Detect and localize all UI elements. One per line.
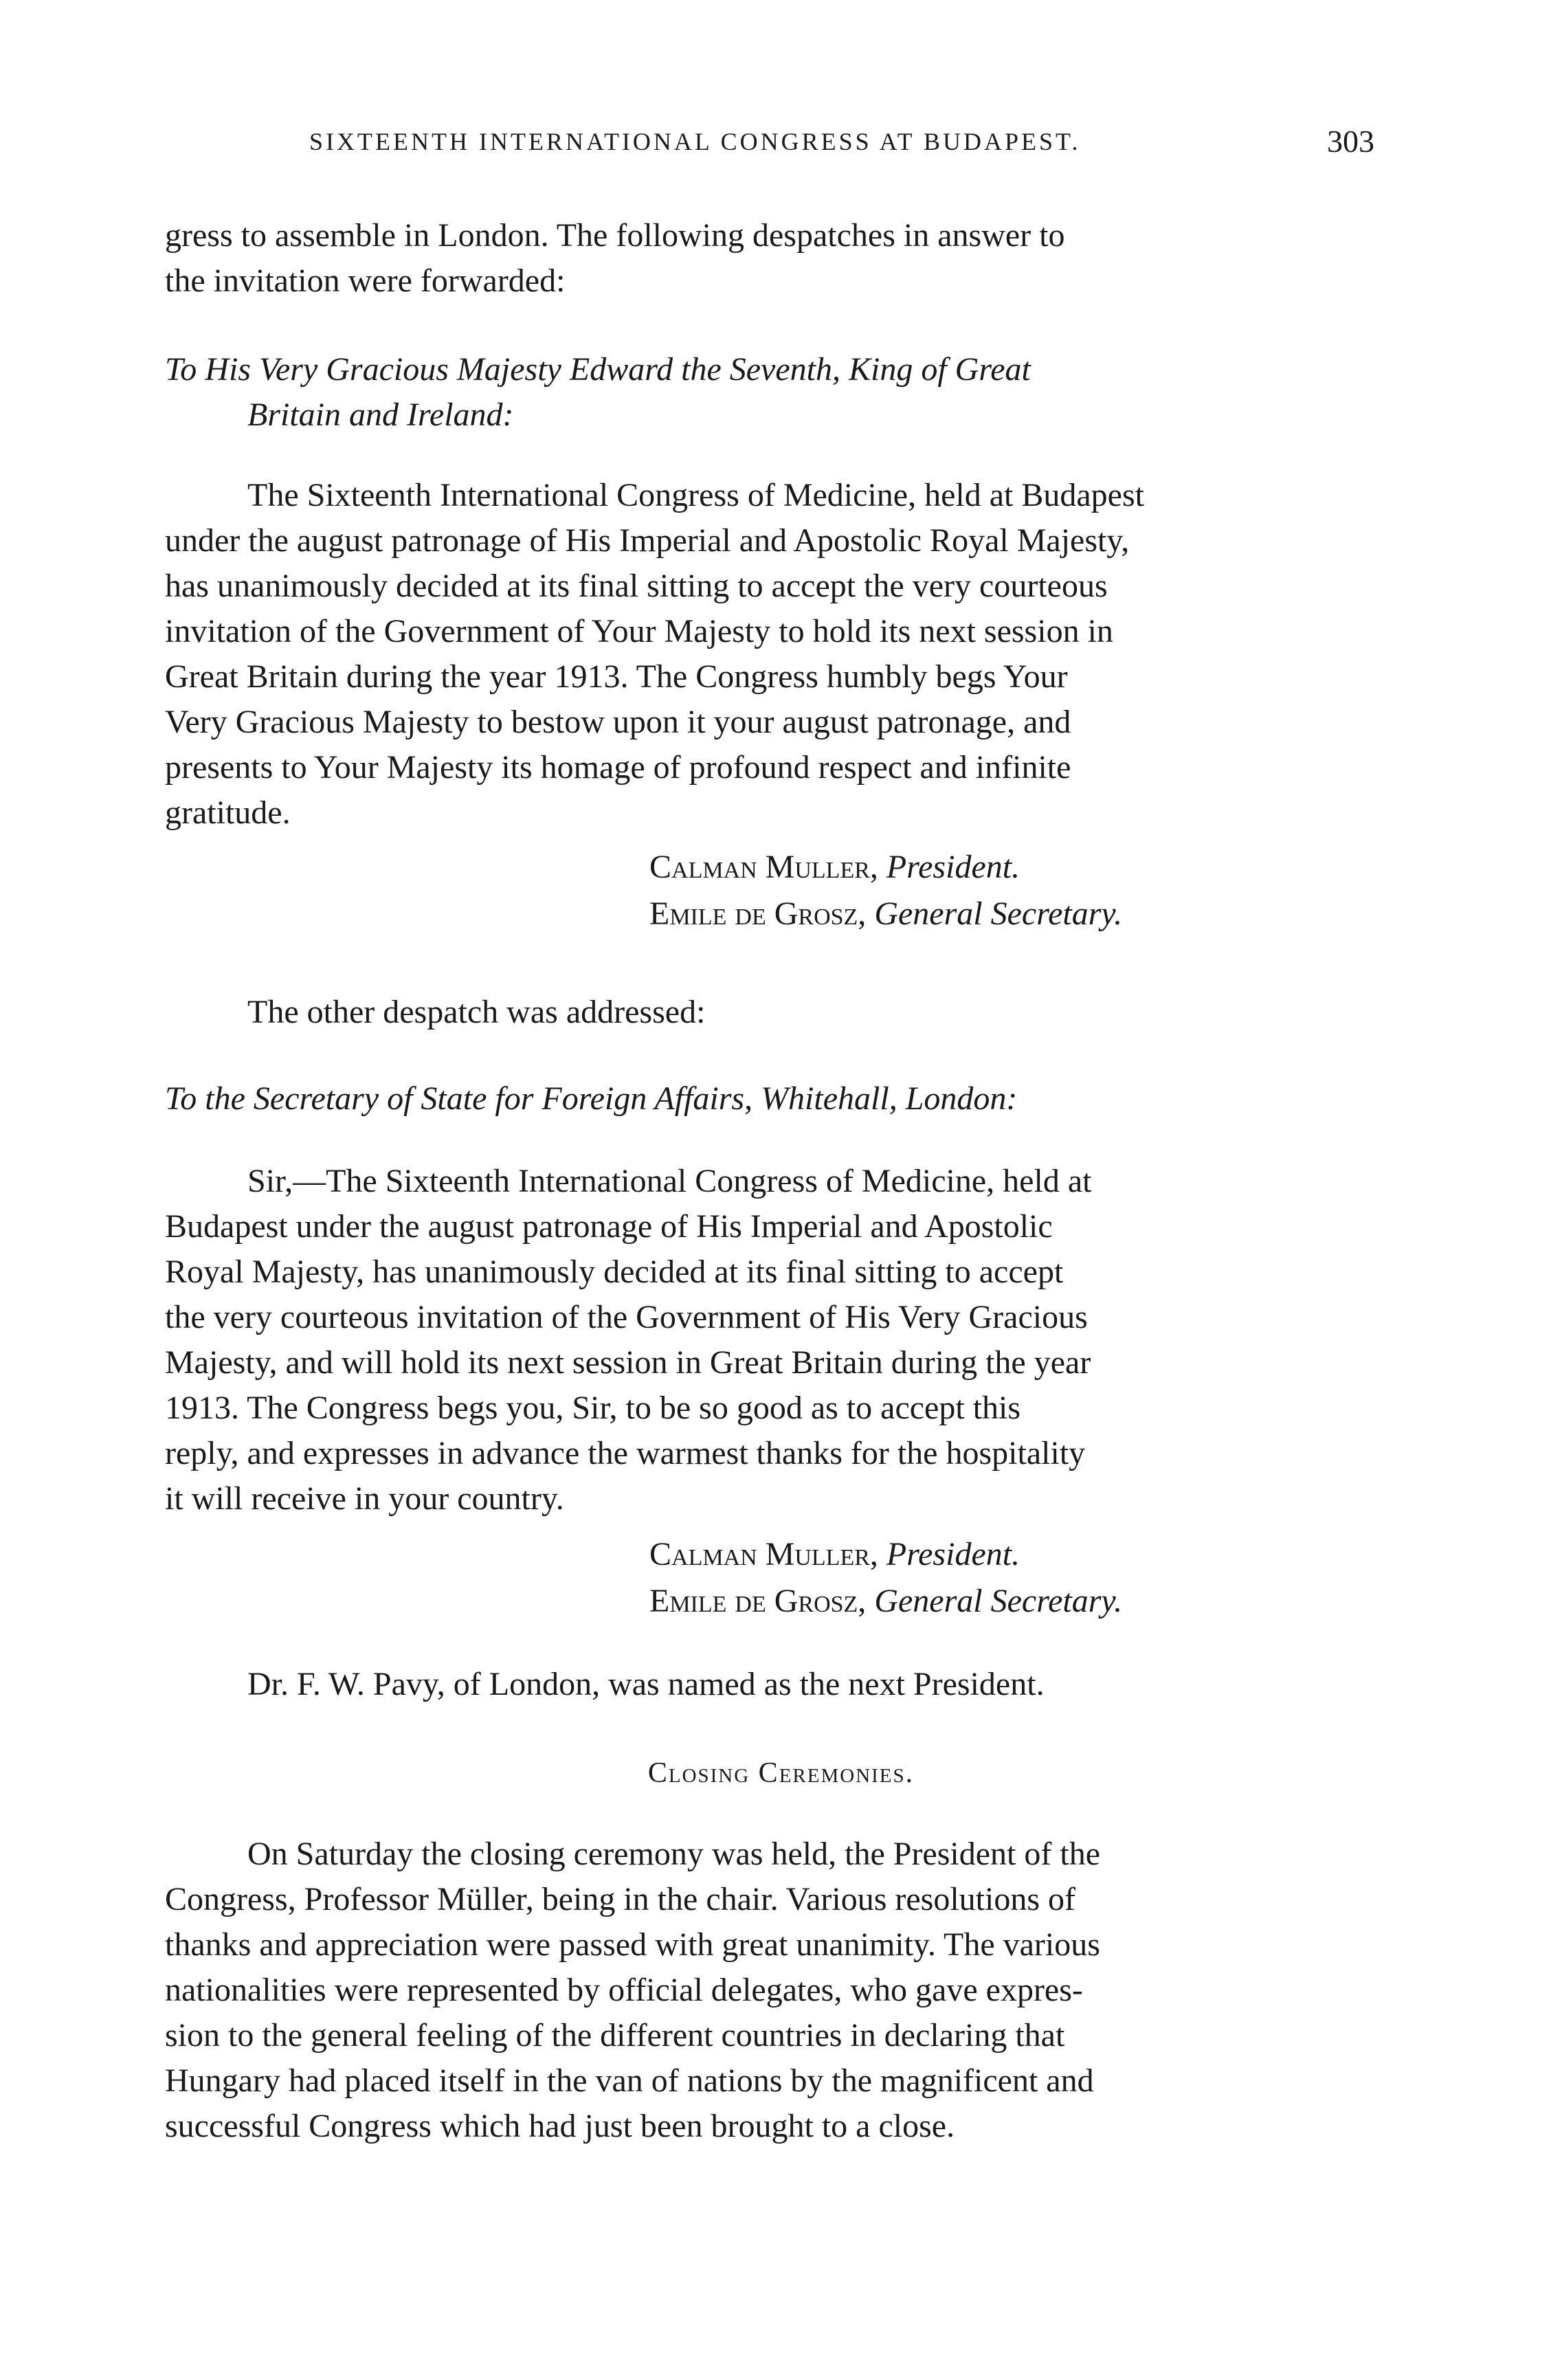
despatch1-paragraph [165, 473, 1374, 836]
text-line: The Sixteenth International Congress of Medicine, held at Budapest [247, 477, 1144, 513]
address-line: To His Very Gracious Majesty Edward the Seventh, King of Great [165, 351, 1031, 388]
section-heading: Closing Ceremonies. [647, 1757, 915, 1789]
closing-paragraph [165, 1832, 1374, 2149]
address-line: Britain and Ireland: [247, 397, 514, 433]
text-line: Sir,—The Sixteenth International Congress of Medicine, held at [247, 1163, 1092, 1199]
text-line: reply, and expresses in advance the warmest thanks for the hospitality [165, 1435, 1086, 1471]
text-line: Great Britain during the year 1913. The Congress humbly begs Your [165, 658, 1068, 695]
signature-president [649, 844, 1268, 891]
text-line: the very courteous invitation of the Government of His Very Gracious [165, 1299, 1088, 1335]
signatory-title: President. [886, 1536, 1020, 1572]
text-line: has unanimously decided at its final sitting to accept the very courteous [165, 568, 1108, 604]
text-line: under the august patronage of His Imperial and Apostolic Royal Majesty, [165, 522, 1130, 559]
text-line: invitation of the Government of Your Majesty to hold its next session in [165, 613, 1113, 649]
text-line: Very Gracious Majesty to bestow upon it your august patronage, and [165, 704, 1071, 740]
intro-paragraph [165, 213, 1374, 304]
text-line: sion to the general feeling of the different countries in declaring that [165, 2017, 1065, 2054]
address-line: To the Secretary of State for Foreign Affairs, Whitehall, London: [165, 1080, 1018, 1117]
text-line: Dr. F. W. Pavy, of London, was named as the next President. [247, 1666, 1045, 1702]
signature-secretary [649, 891, 1268, 937]
signatory-title: President. [886, 849, 1020, 885]
text-line: Budapest under the august patronage of His Imperial and Apostolic [165, 1208, 1053, 1245]
signature-secretary [649, 1578, 1268, 1625]
signatory-title: General Secretary. [874, 1583, 1123, 1619]
text-line: gratitude. [165, 794, 291, 831]
text-line: The other despatch was addressed: [247, 994, 706, 1030]
text-line: it will receive in your country. [165, 1480, 564, 1517]
despatch2-address [165, 1076, 1374, 1122]
text-line: Majesty, and will hold its next session in Great Britain during the year [165, 1344, 1091, 1381]
text-line: presents to Your Majesty its homage of profound respect and infinite [165, 749, 1071, 786]
page-header [165, 124, 1374, 168]
despatch2-paragraph [165, 1159, 1374, 1522]
despatch1-signature [649, 844, 1268, 937]
text-line: gress to assemble in London. The following despatches in answer to [165, 217, 1065, 254]
text-line: the invitation were forwarded: [165, 263, 566, 299]
text-line: thanks and appreciation were passed with great unanimity. The various [165, 1926, 1100, 1963]
text-line: 1913. The Congress begs you, Sir, to be so good as to accept this [165, 1390, 1021, 1426]
text-line: successful Congress which had just been brought to a close. [165, 2108, 955, 2144]
text-line: Congress, Professor Müller, being in the chair. Various resolutions of [165, 1881, 1076, 1917]
signature-president [649, 1531, 1268, 1578]
text-line: nationalities were represented by official delegates, who gave expres- [165, 1972, 1083, 2008]
despatch1-address [165, 347, 1374, 438]
signatory-name: Calman Muller, [649, 1536, 878, 1572]
despatch2-signature [649, 1531, 1268, 1625]
text-line: Royal Majesty, has unanimously decided at its final sitting to accept [165, 1254, 1064, 1290]
signatory-title: General Secretary. [874, 896, 1123, 932]
text-line: On Saturday the closing ceremony was held, the President of the [247, 1836, 1101, 1872]
page-number: 303 [1327, 124, 1374, 159]
signatory-name: Emile de Grosz, [649, 1583, 867, 1619]
other-despatch-line [165, 990, 1374, 1035]
running-head: SIXTEENTH INTERNATIONAL CONGRESS AT BUDAPEST. [309, 128, 1081, 155]
signatory-name: Emile de Grosz, [649, 896, 867, 932]
text-line: Hungary had placed itself in the van of nations by the magnificent and [165, 2062, 1094, 2099]
next-president-line [165, 1662, 1374, 1707]
signatory-name: Calman Muller, [649, 849, 878, 885]
